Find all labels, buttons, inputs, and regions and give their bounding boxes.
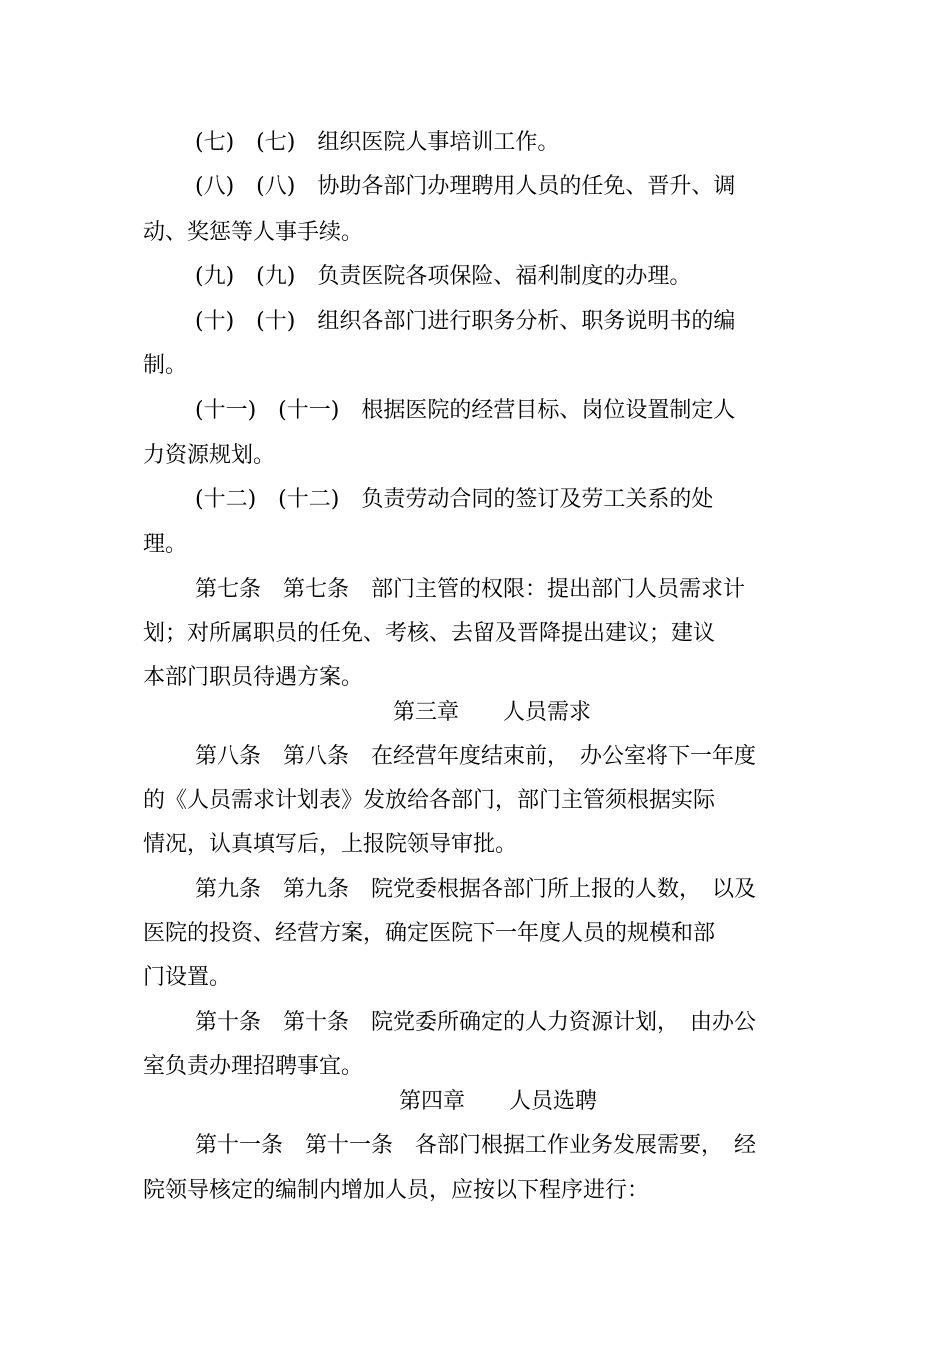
text-line: 第十条 第十条 院党委所确定的人力资源计划， 由办公 xyxy=(195,1010,757,1035)
text-line: (九) (九) 负责医院各项保险、福利制度的办理。 xyxy=(195,264,692,289)
text-line: 室负责办理招聘事宜。 xyxy=(143,1054,364,1079)
text-line: 第七条 第七条 部门主管的权限：提出部门人员需求计 xyxy=(195,577,746,602)
text-line: 理。 xyxy=(143,532,188,557)
text-line: 院领导核定的编制内增加人员，应按以下程序进行： xyxy=(143,1178,650,1203)
text-line: 制。 xyxy=(143,353,188,378)
chapter-heading: 第三章 人员需求 xyxy=(393,700,592,725)
text-line: 医院的投资、经营方案，确定医院下一年度人员的规模和部 xyxy=(143,921,716,946)
text-line: (十一) (十一) 根据医院的经营目标、岗位设置制定人 xyxy=(195,398,736,423)
text-line: 的《人员需求计划表》发放给各部门，部门主管须根据实际 xyxy=(143,788,716,813)
text-line: 第十一条 第十一条 各部门根据工作业务发展需要， 经 xyxy=(195,1133,757,1158)
text-line: 本部门职员待遇方案。 xyxy=(143,665,364,690)
text-line: (七) (七) 组织医院人事培训工作。 xyxy=(195,130,560,155)
chapter-heading: 第四章 人员选聘 xyxy=(399,1089,598,1114)
text-line: (十) (十) 组织各部门进行职务分析、职务说明书的编 xyxy=(195,309,736,334)
text-line: (十二) (十二) 负责劳动合同的签订及劳工关系的处 xyxy=(195,487,714,512)
text-line: 门设置。 xyxy=(143,965,232,990)
text-line: 情况，认真填写后，上报院领导审批。 xyxy=(143,832,518,857)
text-line: (八) (八) 协助各部门办理聘用人员的任免、晋升、调 xyxy=(195,174,736,199)
text-line: 第八条 第八条 在经营年度结束前， 办公室将下一年度 xyxy=(195,744,757,769)
text-line: 第九条 第九条 院党委根据各部门所上报的人数， 以及 xyxy=(195,877,757,902)
text-line: 力资源规划。 xyxy=(143,443,276,468)
text-line: 动、奖惩等人事手续。 xyxy=(143,220,364,245)
text-line: 划；对所属职员的任免、考核、去留及晋降提出建议；建议 xyxy=(143,621,716,646)
